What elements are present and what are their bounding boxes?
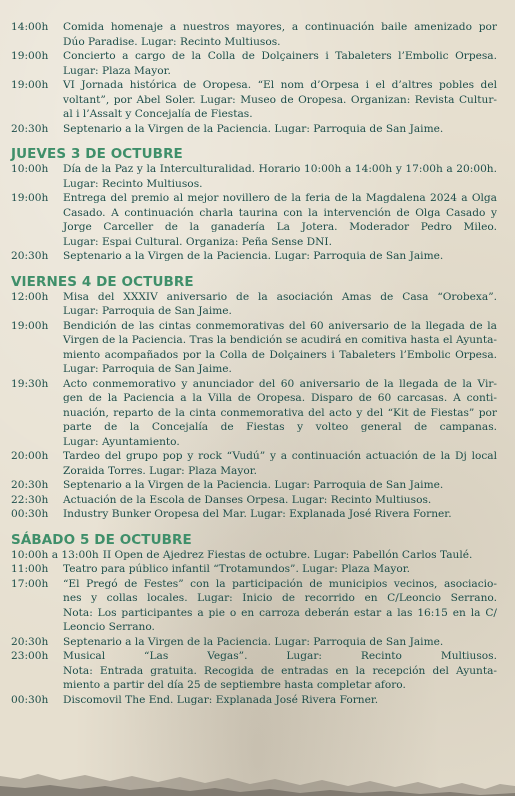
day-title: SÁBADO 5 DE OCTUBRE bbox=[11, 531, 192, 548]
event-row bbox=[11, 290, 497, 319]
event-row bbox=[11, 49, 497, 78]
event-time: 00:30h bbox=[11, 508, 49, 520]
event-description bbox=[63, 449, 497, 478]
event-line: Acto conmemorativo y anunciador del 60 aniversario de la llegada de la Vir- bbox=[63, 377, 497, 390]
event-row bbox=[11, 449, 497, 478]
event-line: Comida homenaje a nuestros mayores, a continuación baile amenizado por bbox=[63, 21, 497, 33]
event-row bbox=[11, 562, 497, 577]
torn-paper-edge bbox=[0, 746, 515, 796]
event-row bbox=[11, 548, 497, 563]
event-time: 20:30h bbox=[11, 635, 49, 648]
event-description bbox=[63, 507, 497, 522]
event-row bbox=[11, 20, 497, 49]
event-time: 11:00h bbox=[11, 563, 49, 575]
event-time: 19:30h bbox=[11, 377, 49, 390]
event-line: Septenario a la Virgen de la Paciencia. Lugar: Parroquia de San Jaime. bbox=[63, 479, 444, 491]
event-line: nes y collas locales. Lugar: Inicio de recorrido en C/Leoncio Serrano. bbox=[63, 592, 497, 604]
event-description bbox=[63, 635, 497, 650]
event-row bbox=[11, 162, 497, 191]
day-section bbox=[11, 532, 497, 708]
event-line: nuación, reparto de la cinta conmemorativa del acto y del “Kit de Fiestas” por bbox=[63, 406, 497, 419]
event-line: miento a partir del día 25 de septiembre hasta completar aforo. bbox=[63, 679, 406, 691]
event-description bbox=[63, 249, 497, 264]
event-description bbox=[63, 377, 497, 450]
event-row bbox=[11, 191, 497, 249]
event-time: 19:00h bbox=[11, 192, 49, 204]
event-row bbox=[11, 649, 497, 693]
event-line: Musical “Las Vegas”. Lugar: Recinto Multiusos. bbox=[63, 650, 497, 662]
event-line: Nota: Los participantes a pie o en carroza deberán estar a las 16:15 en la C/ bbox=[63, 606, 497, 619]
event-line: Lugar: Parroquia de San Jaime. bbox=[63, 363, 232, 375]
event-line: Lugar: Recinto Multiusos. bbox=[63, 177, 203, 190]
event-time: 19:00h bbox=[11, 50, 49, 62]
event-line: Lugar: Espai Cultural. Organiza: Peña Sense DNI. bbox=[63, 235, 332, 248]
event-line: Septenario a la Virgen de la Paciencia. Lugar: Parroquia de San Jaime. bbox=[63, 635, 444, 648]
event-line: Teatro para público infantil “Trotamundos”. Lugar: Plaza Mayor. bbox=[63, 563, 411, 575]
event-time: 20:30h bbox=[11, 479, 49, 491]
event-row bbox=[11, 478, 497, 493]
event-description bbox=[63, 493, 497, 508]
event-description bbox=[63, 319, 497, 377]
event-description bbox=[63, 78, 497, 122]
day-title: VIERNES 4 DE OCTUBRE bbox=[11, 273, 194, 290]
event-row bbox=[11, 78, 497, 122]
event-line: Casado. A continuación charla taurina con la intervención de Olga Casado y bbox=[63, 206, 497, 219]
event-row bbox=[11, 377, 497, 450]
event-line: Misa del XXXIV aniversario de la asociación Amas de Casa “Orobexa”. bbox=[63, 290, 497, 303]
event-description bbox=[103, 548, 497, 563]
event-time: 19:00h bbox=[11, 79, 49, 91]
event-row bbox=[11, 493, 497, 508]
schedule-content bbox=[11, 20, 497, 707]
event-line: Discomovil The End. Lugar: Explanada José Rivera Forner. bbox=[63, 693, 379, 706]
event-row bbox=[11, 577, 497, 635]
event-time: 14:00h bbox=[11, 21, 49, 33]
event-line: Lugar: Parroquia de San Jaime. bbox=[63, 305, 232, 317]
event-row bbox=[11, 122, 497, 137]
event-time: 10:00h a 13:00h bbox=[11, 548, 99, 561]
event-line: Nota: Entrada gratuita. Recogida de entradas en la recepción del Ayunta- bbox=[63, 664, 497, 677]
event-time: 20:30h bbox=[11, 122, 49, 135]
event-line: Concierto a cargo de la Colla de Dolçainers i Tabaleters l’Embolic Orpesa. bbox=[63, 50, 497, 62]
event-line: Actuación de la Escola de Danses Orpesa. Lugar: Recinto Multiusos. bbox=[63, 493, 432, 506]
event-line: Septenario a la Virgen de la Paciencia. Lugar: Parroquia de San Jaime. bbox=[63, 250, 444, 262]
event-time: 17:00h bbox=[11, 577, 49, 590]
event-line: al i l’Assalt y Concejalía de Fiestas. bbox=[63, 108, 253, 120]
event-description bbox=[63, 693, 497, 708]
event-description bbox=[63, 49, 497, 78]
event-line: parte de la Concejalía de Fiestas y volteo general de campanas. bbox=[63, 421, 497, 433]
event-row bbox=[11, 507, 497, 522]
event-description bbox=[63, 478, 497, 493]
event-line: Bendición de las cintas conmemorativas del 60 aniversario de la llegada de la bbox=[63, 319, 497, 332]
day-section bbox=[11, 20, 497, 136]
event-line: Leoncio Serrano. bbox=[63, 621, 155, 633]
event-line: Día de la Paz y la Interculturalidad. Horario 10:00h a 14:00h y 17:00h a 20:00h. bbox=[63, 163, 497, 175]
event-description bbox=[63, 162, 497, 191]
event-line: gen de la Paciencia a la Villa de Oropesa. Disparo de 60 carcasas. A conti- bbox=[63, 392, 497, 404]
event-time: 22:30h bbox=[11, 493, 49, 506]
event-description bbox=[63, 191, 497, 249]
event-time: 20:00h bbox=[11, 450, 49, 462]
event-time: 10:00h bbox=[11, 163, 49, 175]
event-line: Virgen de la Paciencia. Tras la bendición se acudirá en comitiva hasta el Ayunta- bbox=[63, 334, 497, 346]
day-title: JUEVES 3 DE OCTUBRE bbox=[11, 146, 183, 162]
event-description bbox=[63, 290, 497, 319]
event-line: Dúo Paradise. Lugar: Recinto Multiusos. bbox=[63, 35, 281, 48]
event-line: “El Pregó de Festes” con la participación de municipios vecinos, asociacio- bbox=[63, 577, 497, 590]
event-line: Tardeo del grupo pop y rock “Vudú” y a continuación actuación de la Dj local bbox=[63, 450, 497, 462]
event-line: miento acompañados por la Colla de Dolçainers i Tabaleters l’Embolic Orpesa. bbox=[63, 348, 497, 361]
event-row bbox=[11, 319, 497, 377]
event-line: Zoraida Torres. Lugar: Plaza Mayor. bbox=[63, 464, 258, 477]
event-time: 20:30h bbox=[11, 250, 49, 262]
event-description bbox=[63, 562, 497, 577]
event-time: 00:30h bbox=[11, 693, 49, 706]
event-row bbox=[11, 635, 497, 650]
event-row bbox=[11, 693, 497, 708]
event-description bbox=[63, 20, 497, 49]
event-line: II Open de Ajedrez Fiestas de octubre. Lugar: Pabellón Carlos Taulé. bbox=[102, 548, 473, 561]
event-line: voltant”, por Abel Soler. Lugar: Museo de Oropesa. Organizan: Revista Cultur- bbox=[63, 93, 497, 106]
event-time: 12:00h bbox=[11, 290, 49, 303]
event-line: Entrega del premio al mejor novillero de la feria de la Magdalena 2024 a Olga bbox=[63, 192, 497, 204]
event-line: Jorge Carceller de la ganadería La Jotera. Moderador Pedro Mileo. bbox=[63, 221, 497, 233]
event-line: Industry Bunker Oropesa del Mar. Lugar: Explanada José Rivera Forner. bbox=[63, 508, 452, 520]
event-description bbox=[63, 122, 497, 137]
day-section bbox=[11, 146, 497, 264]
event-line: Lugar: Plaza Mayor. bbox=[63, 64, 171, 77]
event-time: 19:00h bbox=[11, 319, 49, 332]
event-description bbox=[63, 649, 497, 693]
event-line: Septenario a la Virgen de la Paciencia. Lugar: Parroquia de San Jaime. bbox=[63, 122, 444, 135]
event-description bbox=[63, 577, 497, 635]
event-row bbox=[11, 249, 497, 264]
event-time: 23:00h bbox=[11, 650, 49, 662]
event-line: Lugar: Ayuntamiento. bbox=[63, 435, 180, 448]
day-section bbox=[11, 274, 497, 522]
event-line: VI Jornada histórica de Oropesa. “El nom d’Orpesa i el d’altres pobles del bbox=[63, 79, 497, 91]
